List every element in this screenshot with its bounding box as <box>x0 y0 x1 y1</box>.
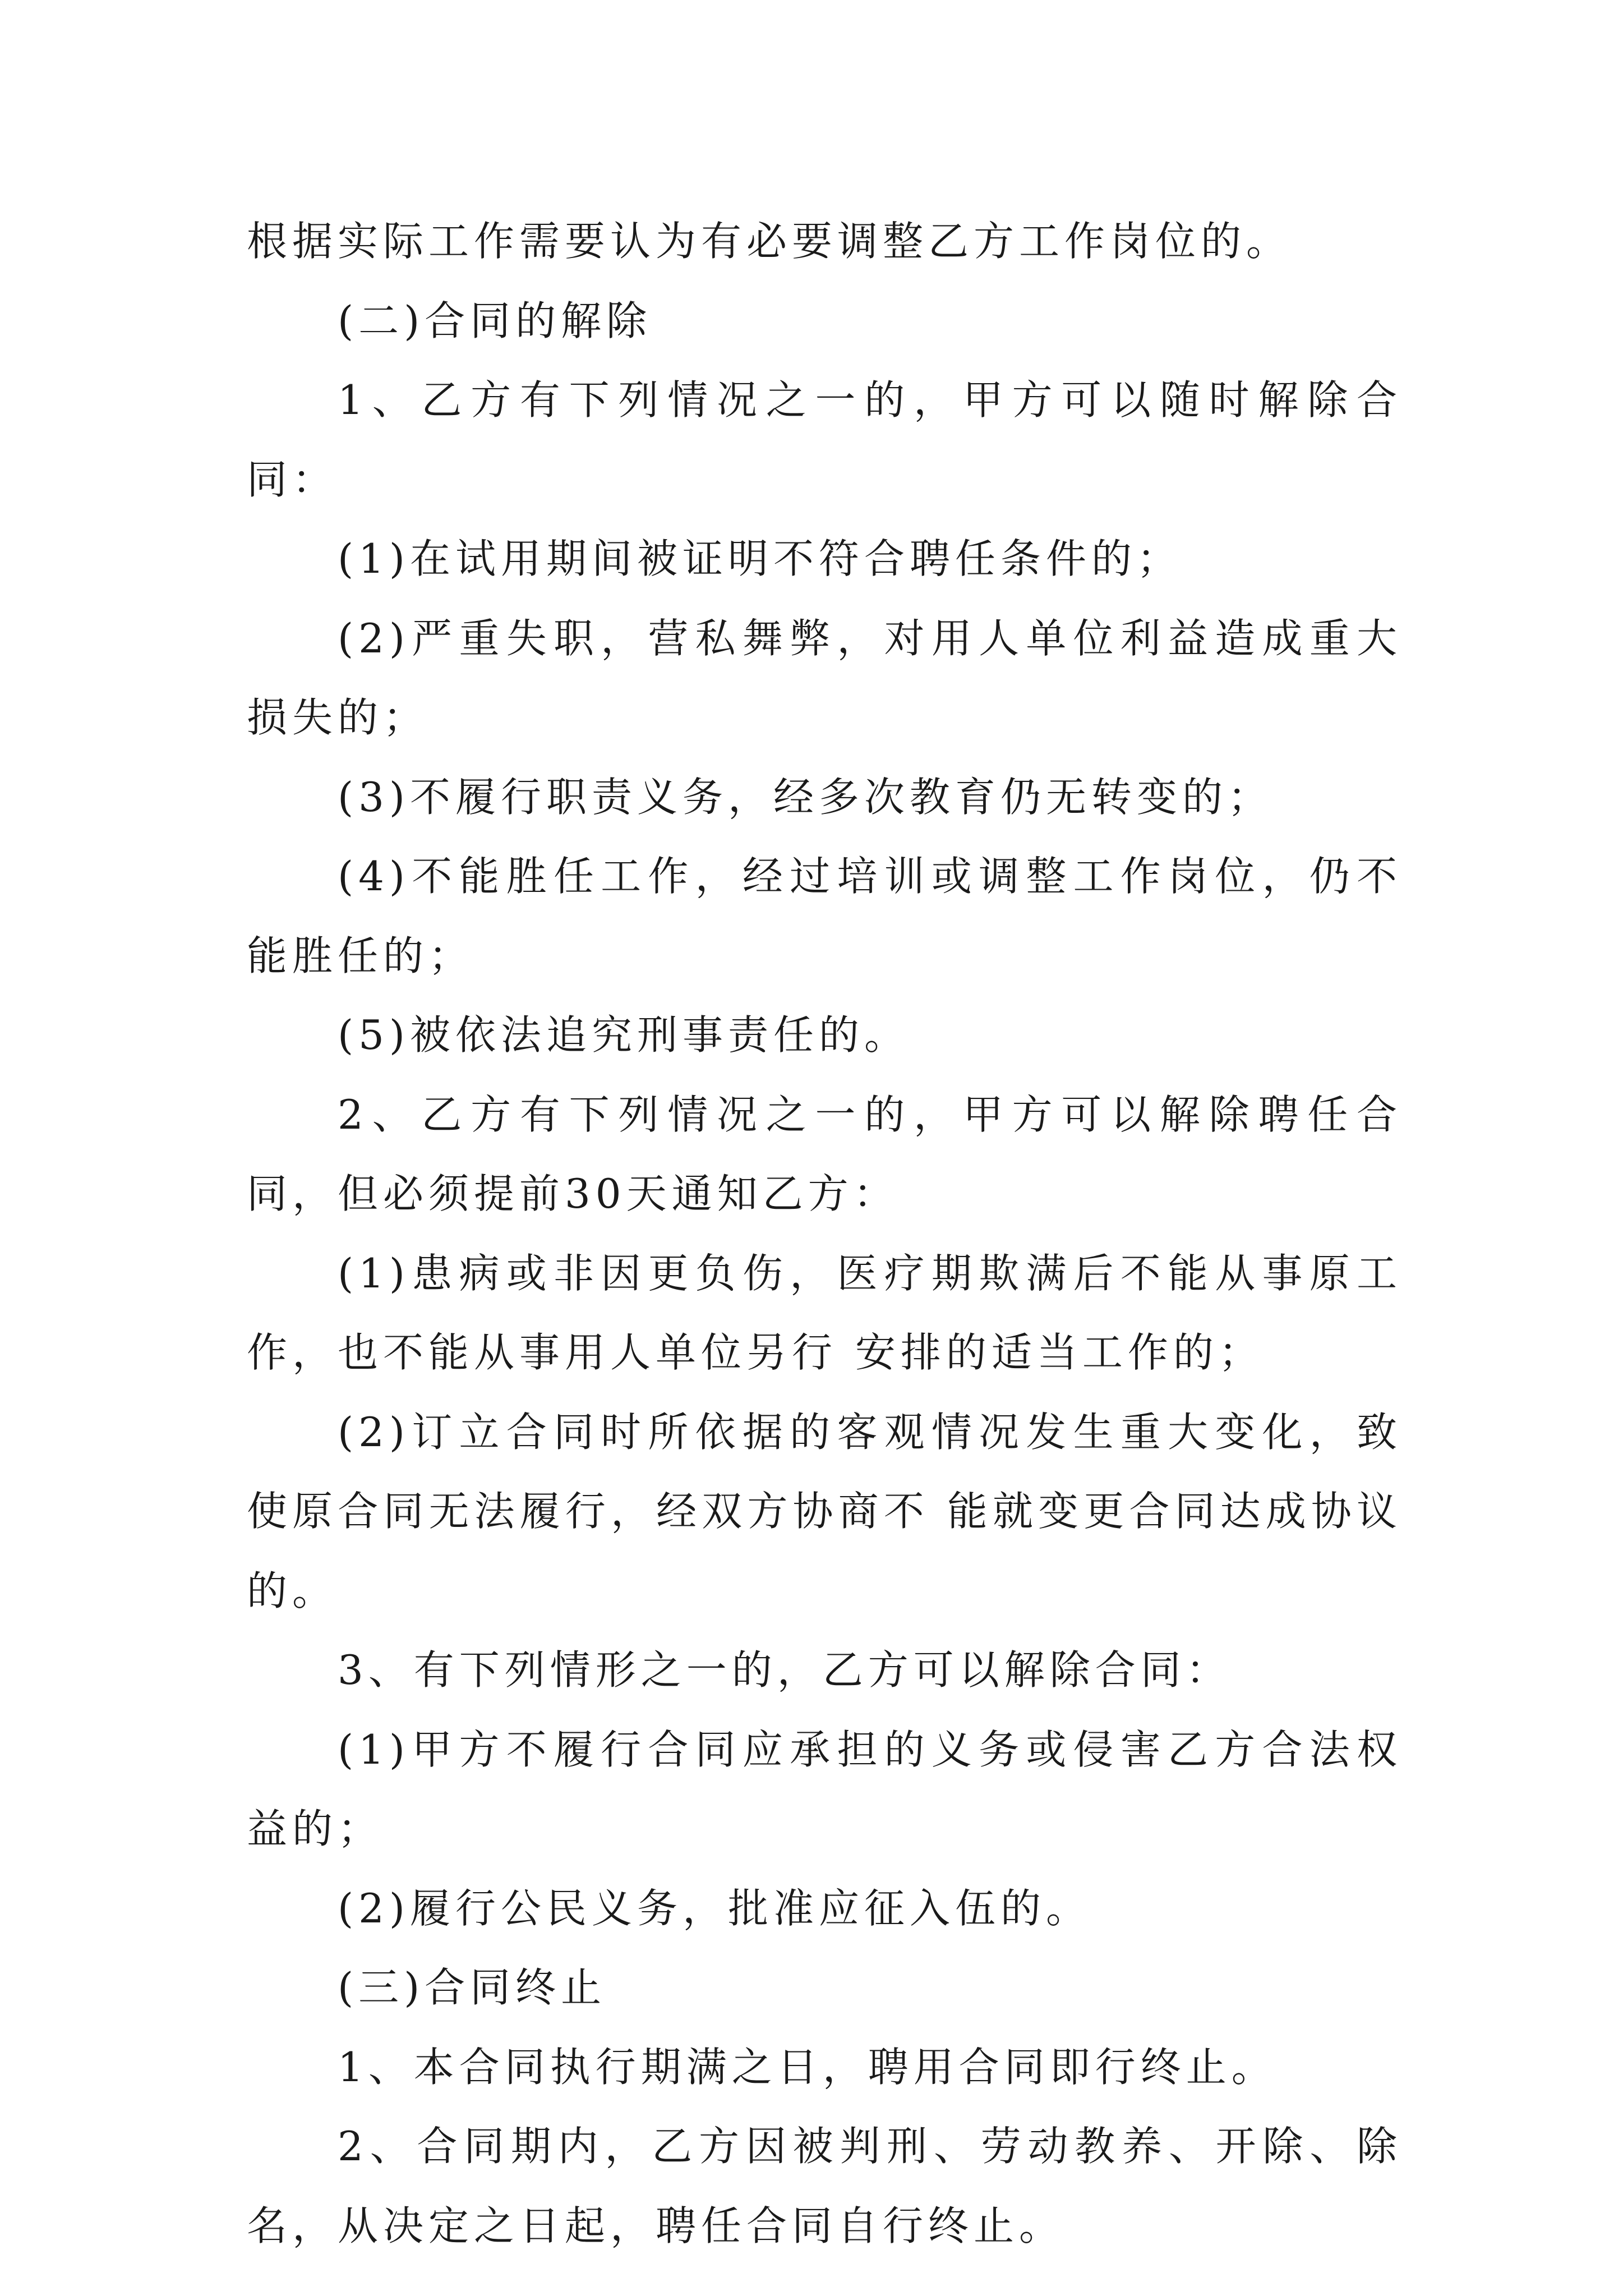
paragraph: 3、有下列情形之一的，乙方可以解除合同： <box>338 1646 1232 1694</box>
document-body <box>247 202 1402 2266</box>
paragraph: 1、乙方有下列情况之一的，甲方可以随时解除合同： <box>247 376 1402 503</box>
paragraph: (1)患病或非因更负伤，医疗期欺满后不能从事原工作，也不能从事用人单位另行 安排的适当工作的； <box>247 1249 1402 1376</box>
paragraph: 2、合同期内，乙方因被判刑、劳动教养、开除、除名，从决定之日起，聘任合同自行终止。 <box>247 2123 1402 2249</box>
paragraph: (1)甲方不履行合同应承担的义务或侵害乙方合法权益的； <box>247 1726 1402 1852</box>
section-heading: (三)合同终止 <box>338 1964 607 2011</box>
paragraph: (2)订立合同时所依据的客观情况发生重大变化，致使原合同无法履行，经双方协商不 能就变更合同达成协议的。 <box>247 1408 1402 1614</box>
paragraph: (2)严重失职，营私舞弊，对用人单位利益造成重大损失的； <box>247 614 1402 741</box>
paragraph: (5)被依法追究刑事责任的。 <box>338 1011 910 1059</box>
section-heading: (二)合同的解除 <box>338 297 652 344</box>
paragraph: 根据实际工作需要认为有必要调整乙方工作岗位的。 <box>247 218 1292 265</box>
paragraph: 1、本合同执行期满之日，聘用合同即行终止。 <box>338 2043 1277 2091</box>
paragraph: (4)不能胜任工作，经过培训或调整工作岗位，仍不能胜任的； <box>247 853 1402 979</box>
paragraph: (3)不履行职责义务，经多次教育仍无转变的； <box>338 773 1273 821</box>
paragraph: 2、乙方有下列情况之一的，甲方可以解除聘任合同，但必须提前30天通知乙方： <box>247 1091 1402 1217</box>
paragraph: (1)在试用期间被证明不符合聘任条件的； <box>338 535 1182 582</box>
paragraph: (2)履行公民义务，批准应征入伍的。 <box>338 1884 1091 1932</box>
